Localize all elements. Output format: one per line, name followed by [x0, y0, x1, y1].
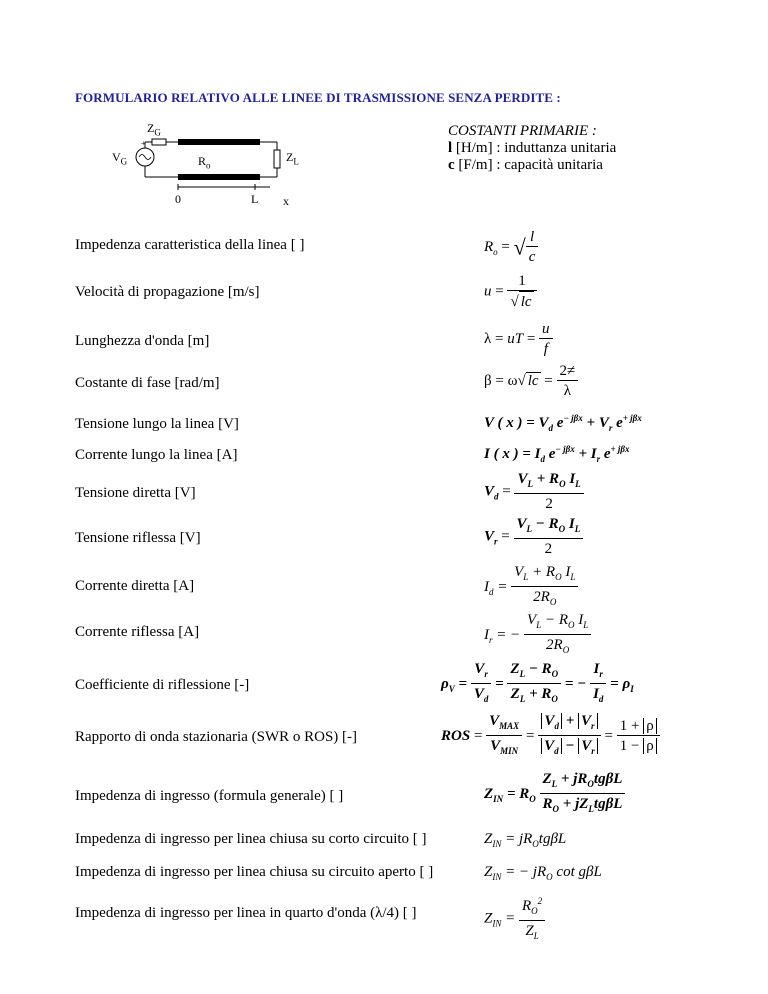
- formula-input-impedance-short: $Z_{IN} = jR_Otg\beta L$: [484, 831, 567, 849]
- line-conductor-bottom: [178, 174, 260, 180]
- label-forward-voltage: Tensione diretta [V]: [75, 485, 196, 501]
- zg-resistor-icon: [152, 139, 166, 145]
- label-input-impedance-general: Impedenza di ingresso (formula generale) [ ]: [75, 788, 344, 804]
- plus-label: +: [141, 139, 146, 148]
- label-input-impedance-open: Impedenza di ingresso per linea chiusa su circuito aperto [ ]: [75, 864, 434, 880]
- inductance-line: l [H/m] : induttanza unitaria: [448, 140, 617, 156]
- formula-input-impedance-quarter: $Z_{IN}$ = $\frac{R_O^2}{Z_L}$: [484, 892, 545, 946]
- primary-constants-heading: COSTANTI PRIMARIE :: [448, 123, 597, 139]
- label-phase-constant: Costante di fase [rad/m]: [75, 375, 220, 391]
- formula-voltage-line: V ( x ) = $V_d$ $e^{- j\beta x} + V_r$ $e^{+ j\beta x}$: [484, 413, 642, 433]
- label-input-impedance-short: Impedenza di ingresso per linea chiusa su corto circuito [ ]: [75, 831, 427, 847]
- x0-label: 0: [175, 192, 181, 206]
- label-reflected-current: Corrente riflessa [A]: [75, 624, 200, 640]
- page-title: FORMULARIO RELATIVO ALLE LINEE DI TRASMISSIONE SENZA PERDITE :: [75, 90, 561, 105]
- formula-reflected-voltage: $V_r$ = $\frac{V_L - R_O I_L}{2}$: [484, 515, 583, 559]
- formula-velocity: u = $\frac{1}{√ lc}$: [484, 272, 537, 312]
- primary-constants: [448, 123, 616, 174]
- formula-forward-voltage: $V_d$ = $\frac{V_L + R_O I_L}{2}$: [484, 470, 584, 514]
- label-characteristic-impedance: Impedenza caratteristica della linea [ ]: [75, 237, 305, 253]
- label-voltage-line: Tensione lungo la linea [V]: [75, 416, 239, 432]
- formula-wavelength: λ = uT = $\frac{u}{f}$: [484, 320, 553, 359]
- formula-characteristic-impedance: $R_o$ = √ $\frac{l}{c}$: [484, 228, 538, 267]
- formula-input-impedance-open: $Z_{IN}$ = − $jR_O$ cot gβL: [484, 864, 602, 882]
- vg-label: $V_G$: [112, 150, 128, 167]
- zl-label: $Z_L$: [286, 150, 299, 167]
- label-forward-current: Corrente diretta [A]: [75, 578, 195, 594]
- line-conductor-top: [178, 139, 260, 145]
- formula-swr: ROS = $\frac{V_{MAX}}{V_{MIN}}$ = $\frac{V_d + V_r}{V_d - V_r}$ = $\frac{1 + \rho}{1 - \rho}$: [441, 712, 660, 761]
- xL-label: L: [251, 192, 259, 206]
- formula-phase-constant: β = ω√ lc = $\frac{2\ne}{\lambda}$: [484, 362, 578, 401]
- formula-reflected-current: $I_r$ = − $\frac{V_L - R_O I_L}{2R_O}$: [484, 611, 591, 660]
- label-current-line: Corrente lungo la linea [A]: [75, 447, 238, 463]
- label-reflected-voltage: Tensione riflessa [V]: [75, 530, 201, 546]
- zg-label: $Z_G$: [147, 121, 161, 138]
- formula-forward-current: $I_d$ = $\frac{V_L + R_O I_L}{2R_O}$: [484, 563, 578, 612]
- label-velocity: Velocità di propagazione [m/s]: [75, 284, 260, 300]
- x-axis-label: x: [283, 194, 289, 208]
- formula-current-line: I ( x ) = $I_d$ $e^{- j\beta x} + I_r$ $e^{+ j\beta x}$: [484, 444, 630, 464]
- label-wavelength: Lunghezza d'onda [m]: [75, 333, 210, 349]
- label-swr: Rapporto di onda stazionaria (SWR o ROS) [-]: [75, 729, 358, 745]
- label-reflection-coefficient: Coefficiente di riflessione [-]: [75, 677, 250, 693]
- zl-resistor-icon: [274, 150, 280, 168]
- formula-input-impedance-general: $Z_{IN} = R_O$ $\frac{Z_L + jR_Otg\beta L}{R_O + jZ_Ltg\beta L}$: [484, 770, 625, 819]
- ro-label: $R_o$: [198, 154, 211, 171]
- formula-reflection-coefficient: $\rho_V$ = $\frac{V_r}{V_d}$ = $\frac{Z_L - R_O}{Z_L + R_O}$ = − $\frac{I_r}{I_d}$ = $\rho_I$: [441, 661, 634, 704]
- label-input-impedance-quarter: Impedenza di ingresso per linea in quarto d'onda (λ/4) [ ]: [75, 905, 417, 921]
- capacitance-line: c [F/m] : capacità unitaria: [448, 157, 603, 173]
